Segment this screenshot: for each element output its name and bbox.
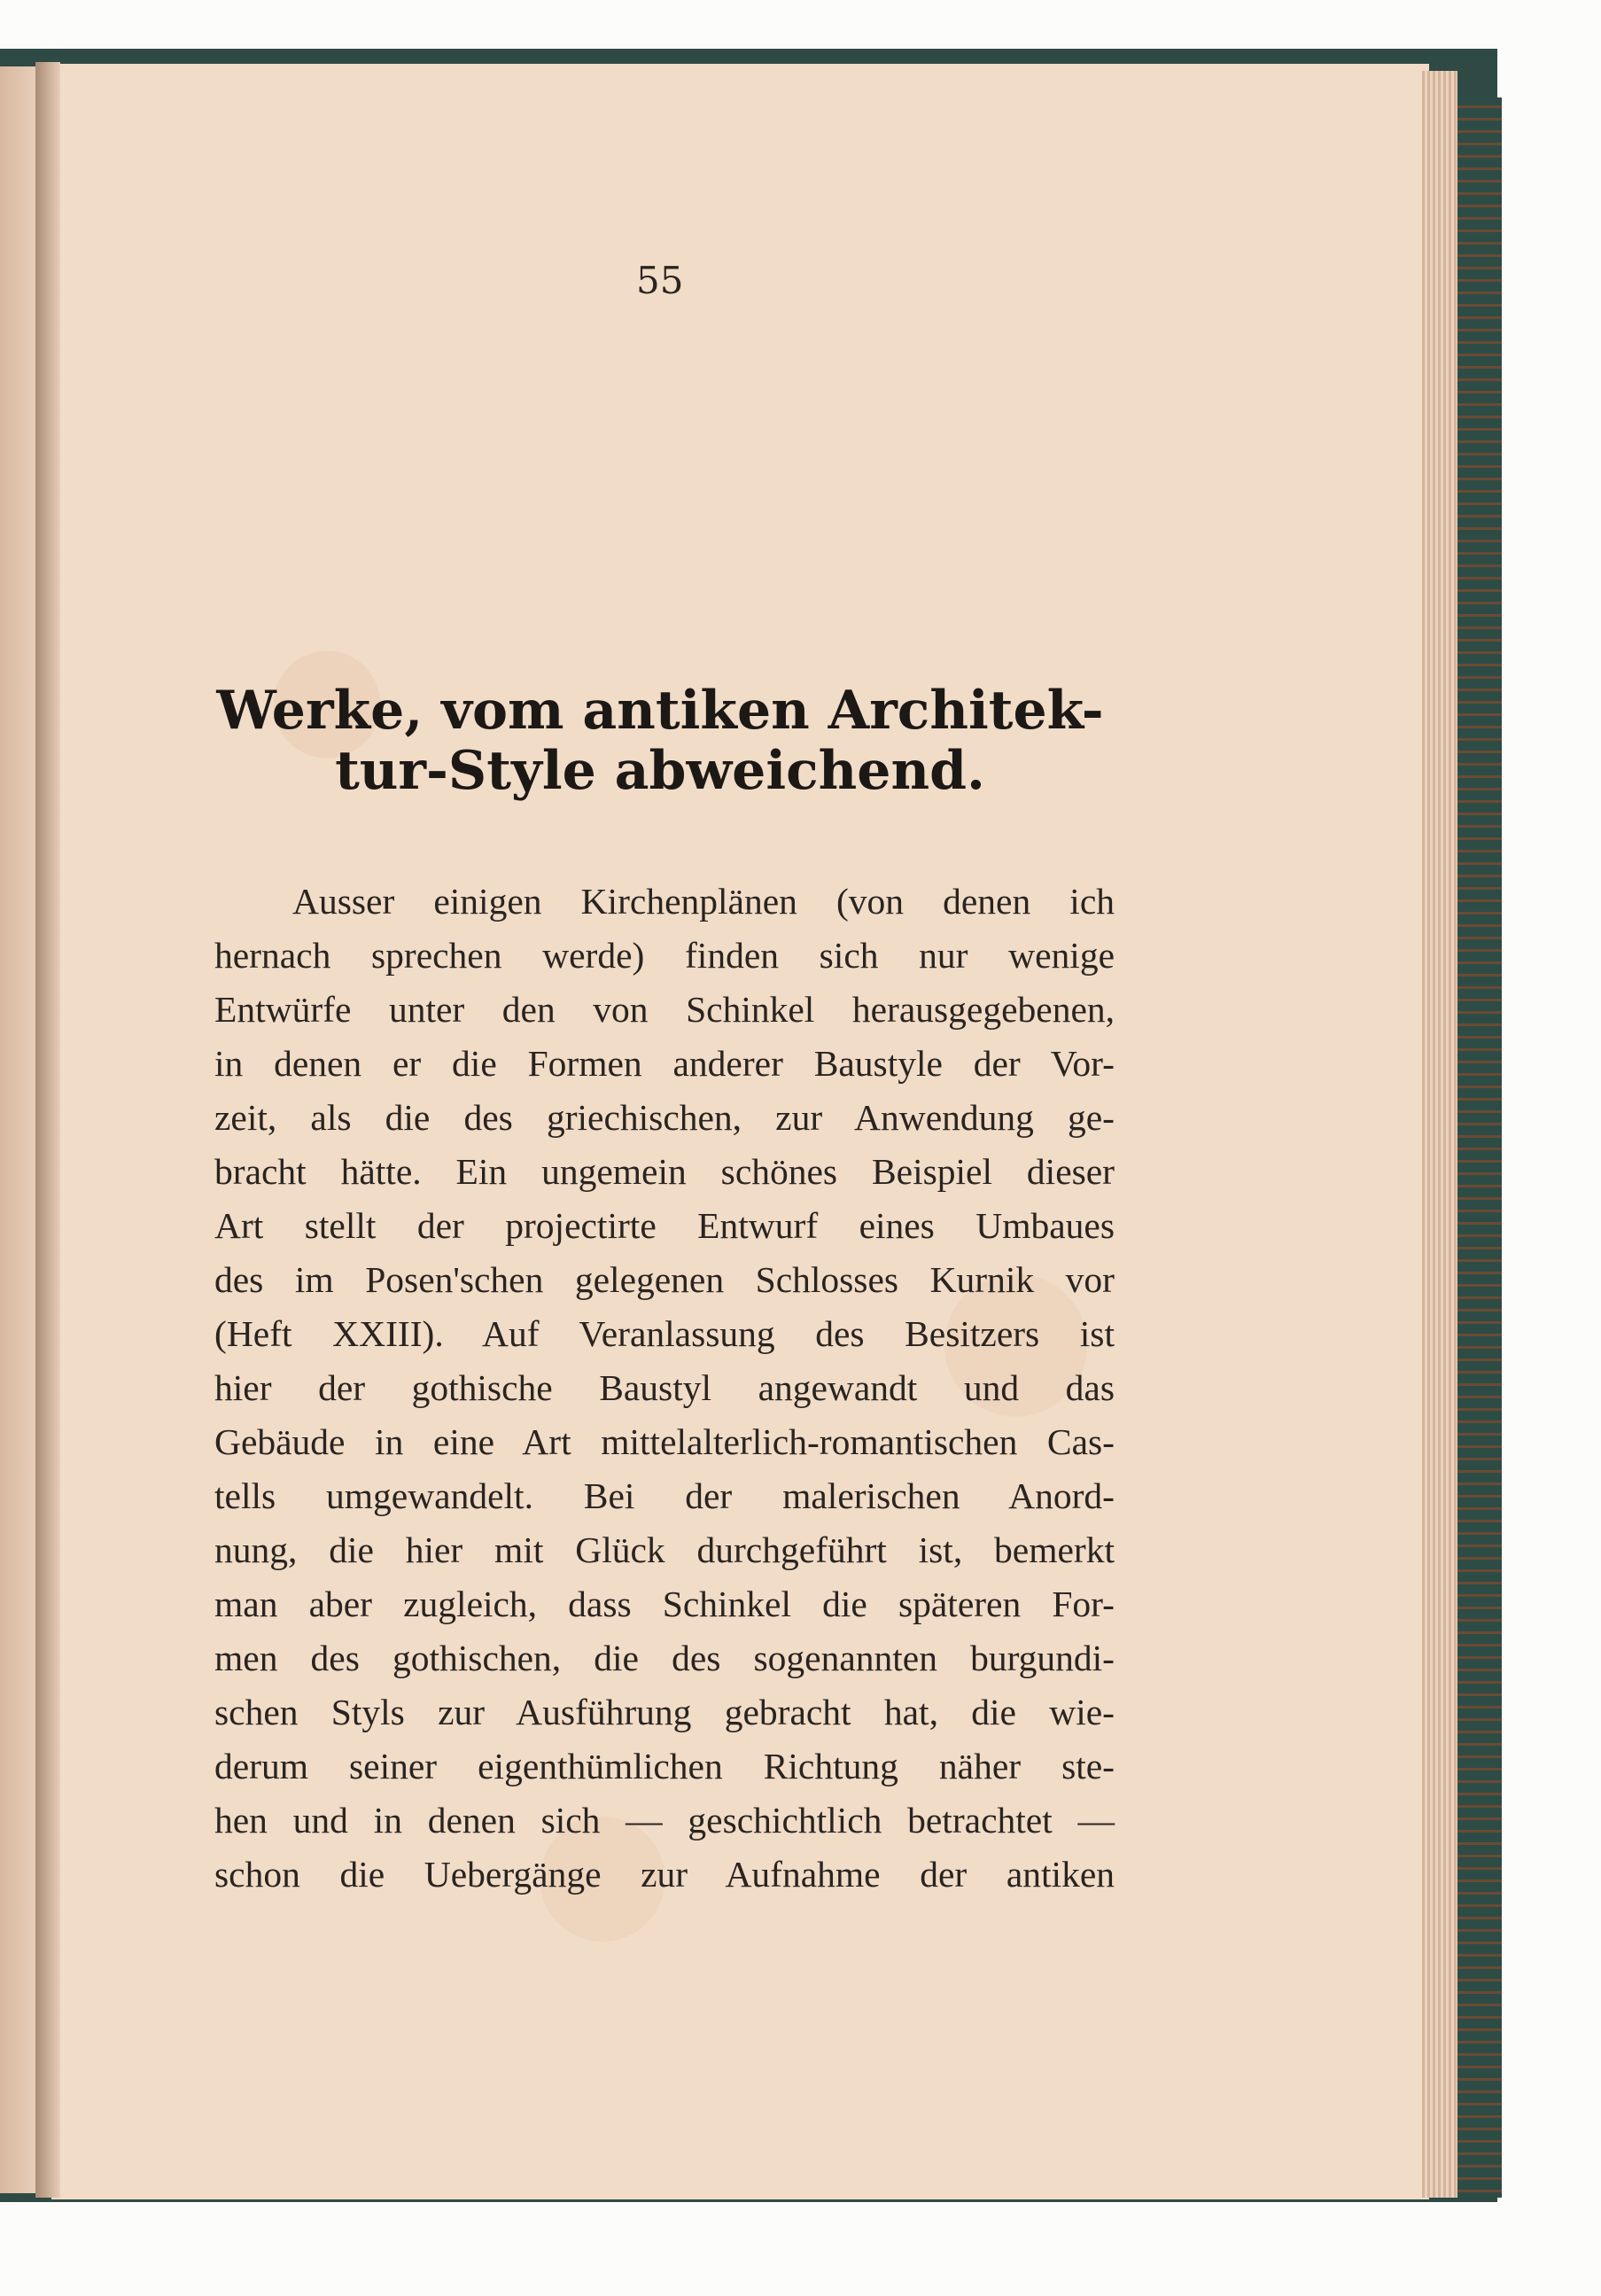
text-line: bracht hätte. Ein ungemein schönes Beispiel dieser: [214, 1151, 1115, 1192]
spine-shadow: [35, 62, 60, 2198]
text-line: nung, die hier mit Glück durchgeführt ist, bemerkt: [214, 1529, 1115, 1570]
text-line: (Heft XXIII). Auf Veranlassung des Besitzers ist: [214, 1313, 1115, 1354]
cover-binding: [1457, 97, 1502, 2198]
text-line: Gebäude in eine Art mittelalterlich-romantischen Cas-: [214, 1421, 1115, 1462]
section-heading: [204, 681, 1116, 801]
text-line: man aber zugleich, dass Schinkel die späteren For-: [214, 1584, 1115, 1624]
page-number: 55: [636, 259, 684, 302]
text-line: men des gothischen, die des sogenannten burgundi-: [214, 1638, 1115, 1678]
text-line: derum seiner eigenthümlichen Richtung näher ste-: [214, 1746, 1115, 1786]
page-fore-edge: [1422, 71, 1457, 2198]
text-line: schon die Uebergänge zur Aufnahme der antiken: [214, 1854, 1115, 1895]
text-line: Ausser einigen Kirchenplänen (von denen ich: [292, 881, 1115, 922]
body-text: [214, 875, 1115, 1902]
text-line: schen Styls zur Ausführung gebracht hat, die wie-: [214, 1692, 1115, 1732]
text-line: Entwürfe unter den von Schinkel herausgegebenen,: [214, 989, 1115, 1030]
text-line: hier der gothische Baustyl angewandt und das: [214, 1367, 1115, 1408]
text-line: tells umgewandelt. Bei der malerischen Anord-: [214, 1475, 1115, 1516]
heading-line-2: tur-Style abweichend.: [335, 740, 985, 802]
text-line: des im Posen'schen gelegenen Schlosses Kurnik vor: [214, 1259, 1115, 1300]
text-line: hernach sprechen werde) finden sich nur wenige: [214, 935, 1115, 976]
heading-line-1: Werke, vom antiken Architek-: [216, 680, 1104, 742]
text-line: zeit, als die des griechischen, zur Anwendung ge-: [214, 1097, 1115, 1138]
text-line: hen und in denen sich — geschichtlich betrachtet —: [214, 1800, 1115, 1841]
text-line: Art stellt der projectirte Entwurf eines Umbaues: [214, 1205, 1115, 1246]
text-line: in denen er die Formen anderer Baustyle der Vor-: [214, 1043, 1115, 1084]
